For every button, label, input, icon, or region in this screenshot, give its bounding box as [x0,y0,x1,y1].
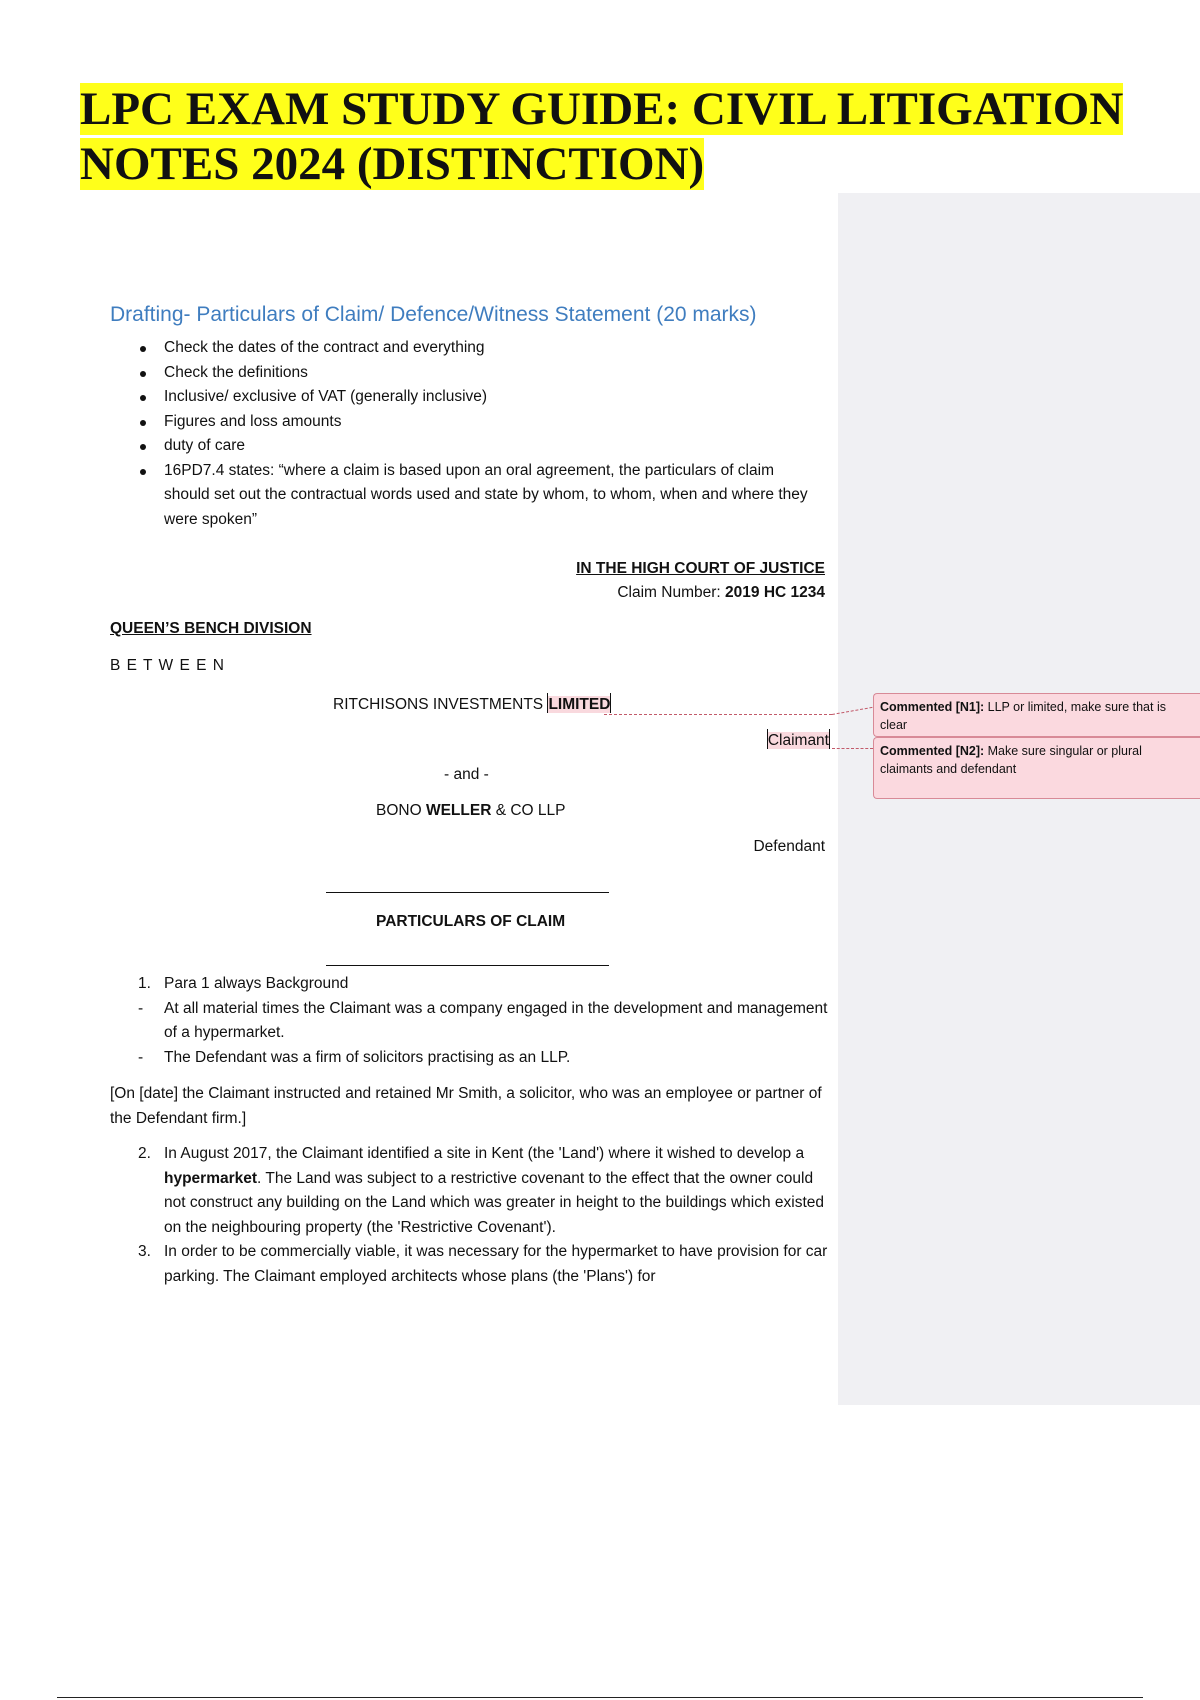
para-number: 1. [138,975,151,992]
para-text: The Defendant was a firm of solicitors practising as an LLP. [164,1048,571,1066]
comment-text: LLP or limited, make sure that is clear [880,700,1166,732]
claim-number: 2019 HC 1234 [725,584,825,601]
para-text: Para 1 always Background [164,975,349,992]
bracketed-paragraph: [On [date] the Claimant instructed and retained Mr Smith, a solicitor, who was an employee or partner of the Defendant firm.] [110,1085,822,1127]
page-bottom-rule [57,1697,1143,1698]
para-number: 3. [138,1243,151,1260]
defendant-name-bold: WELLER [425,802,492,819]
between-label: B E T W E E N [110,657,225,674]
para-text: At all material times the Claimant was a company engaged in the development and management of a hypermarket. [164,999,828,1041]
defendant-name-part: & CO LLP [491,802,566,819]
comment-connector [832,748,873,749]
comment-n1[interactable] [873,693,1200,737]
para-bold: hypermarket [164,1169,258,1187]
claimant-name-line [333,693,611,714]
dash-marker: - [138,999,144,1017]
claimant-role-line [680,729,830,750]
particulars-title: PARTICULARS OF CLAIM [376,913,566,930]
division-text: QUEEN’S BENCH DIVISION [110,620,312,637]
list-item [110,1142,830,1240]
court-name [480,560,825,578]
comment-label: Commented [N1]: [880,700,985,714]
paragraph-2-3 [110,1142,830,1289]
para-text: . The Land was subject to a restrictive covenant to the effect that the owner could not construct any building on the Land which was greater in height to the buildings which existed on the neighbouring property (the 'Restrictive Covenant'). [164,1169,825,1236]
list-item: Check the dates of the contract and everything [110,336,810,361]
edit-caret [610,693,611,713]
division [110,620,312,638]
list-item [110,972,830,997]
divider [326,892,609,893]
defendant-role: Defendant [753,838,825,855]
list-item: 16PD7.4 states: “where a claim is based upon an oral agreement, the particulars of claim should set out the contractual words used and state by whom, to whom, when and where they were spoken” [110,459,810,533]
claim-number-label: Claim Number: [617,584,726,601]
list-item: Figures and loss amounts [110,410,810,435]
defendant-name [376,802,565,820]
checklist [110,336,810,532]
comment-text: Make sure singular or plural claimants and defendant [880,744,1142,776]
list-item [110,997,830,1046]
list-item: Inclusive/ exclusive of VAT (generally inclusive) [110,385,810,410]
claimant-suffix[interactable]: LIMITED [548,696,611,713]
edit-caret [829,729,830,749]
title-line-1: LPC EXAM STUDY GUIDE: CIVIL LITIGATION [80,83,1124,135]
list-item [110,1046,830,1071]
para-number: 2. [138,1145,151,1162]
comment-pane [838,193,1200,1405]
and-separator: - and - [444,766,489,783]
list-item: duty of care [110,434,810,459]
list-item: Check the definitions [110,361,810,386]
comment-anchor-line [604,714,832,715]
court-name-text: IN THE HIGH COURT OF JUSTICE [576,560,825,577]
para-text: In August 2017, the Claimant identified a site in Kent (the 'Land') where it wished to develop a [164,1145,805,1162]
title-line-2: NOTES 2024 (DISTINCTION) [80,138,705,190]
paragraph-1 [110,972,830,1070]
section-heading: Drafting- Particulars of Claim/ Defence/Witness Statement (20 marks) [110,303,757,326]
comment-n2[interactable] [873,737,1200,799]
claim-number-line [480,584,825,602]
defendant-name-part: BONO [376,802,426,819]
claimant-role[interactable]: Claimant [767,732,829,749]
comment-label: Commented [N2]: [880,744,985,758]
divider [326,965,609,966]
para-text: In order to be commercially viable, it was necessary for the hypermarket to have provision for car parking. The Claimant employed architects whose plans (the 'Plans') for [164,1243,828,1285]
claimant-name: RITCHISONS INVESTMENTS [333,696,548,713]
list-item [110,1240,830,1289]
dash-marker: - [138,1048,144,1066]
